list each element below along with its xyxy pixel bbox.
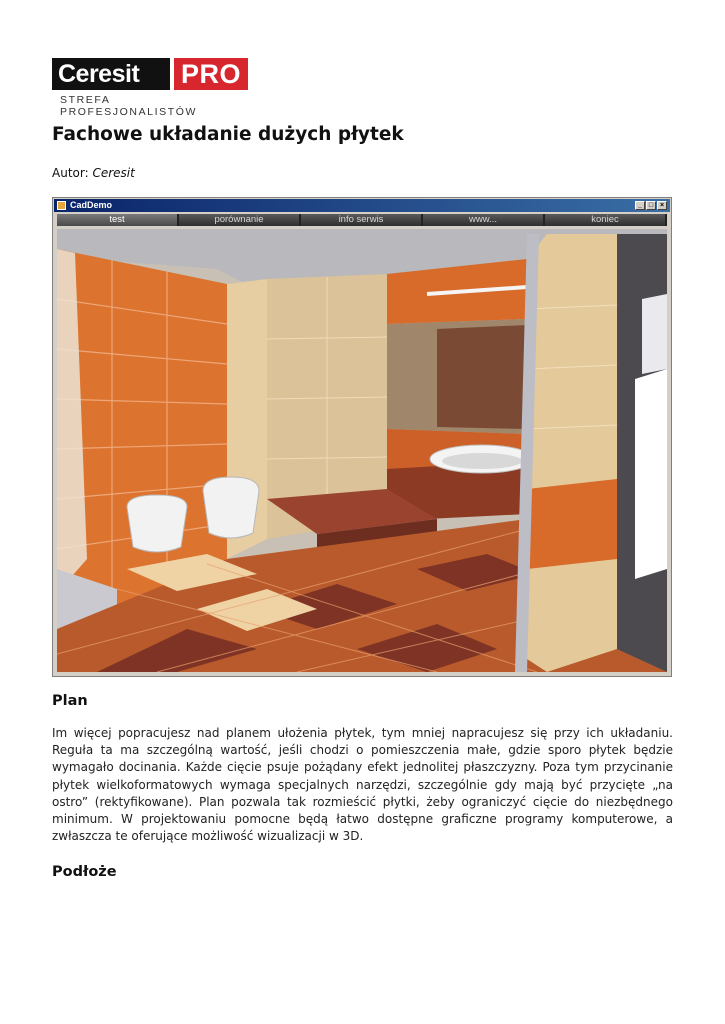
app-icon bbox=[57, 201, 66, 210]
section-heading-plan: Plan bbox=[52, 693, 88, 709]
maximize-icon[interactable]: □ bbox=[646, 201, 656, 210]
close-icon[interactable]: × bbox=[657, 201, 667, 210]
section-text-plan: Im więcej popracujesz nad planem ułożenia płytek, tym mniej napracujesz się przy ich układaniu. Reguła ta ma szczególną wartość, jeśli chodzi o pomieszczenia małe, gdzie sporo płytek będzie wymagało docinania. Każde cięcie psuje pożądany efekt jednolitej płaszczyzny. Poza tym przycinanie płytek wielkoformatowych wymaga specjalnych narzędzi, szczególnie gdy mają być przycięte „na ostro” (rektyfikowane). Plan pozwala tak rozmieścić płytki, żeby ograniczyć cięcie do niezbędnego minimum. W projektowaniu pomocne będą łatwo dostępne graficzne programy komputerowe, a zwłaszcza te oferujące możliwość wizualizacji w 3D. bbox=[52, 726, 673, 844]
menu-www[interactable]: www... bbox=[423, 214, 545, 226]
ceresit-pro-logo bbox=[52, 58, 248, 118]
caddemo-screenshot bbox=[52, 197, 672, 677]
menu-info-serwis[interactable]: info serwis bbox=[301, 214, 423, 226]
app-title: CadDemo bbox=[70, 200, 113, 210]
menu-koniec[interactable]: koniec bbox=[545, 214, 667, 226]
article-title: Fachowe układanie dużych płytek bbox=[52, 124, 404, 145]
logo-brand: Ceresit bbox=[52, 58, 170, 90]
section-heading-podloze: Podłoże bbox=[52, 864, 117, 880]
author-line bbox=[52, 166, 135, 180]
logo-badge: PRO bbox=[174, 58, 248, 90]
bathroom-3d-render bbox=[57, 229, 667, 672]
author-label: Autor: bbox=[52, 166, 89, 180]
app-menu bbox=[57, 214, 667, 226]
bathroom-render-image bbox=[57, 229, 667, 672]
menu-test[interactable]: test bbox=[57, 214, 179, 226]
minimize-icon[interactable]: _ bbox=[635, 201, 645, 210]
author-name: Ceresit bbox=[92, 166, 135, 180]
app-titlebar bbox=[54, 199, 670, 212]
logo-tagline: STREFA PROFESJONALISTÓW bbox=[60, 94, 198, 118]
menu-porownanie[interactable]: porównanie bbox=[179, 214, 301, 226]
